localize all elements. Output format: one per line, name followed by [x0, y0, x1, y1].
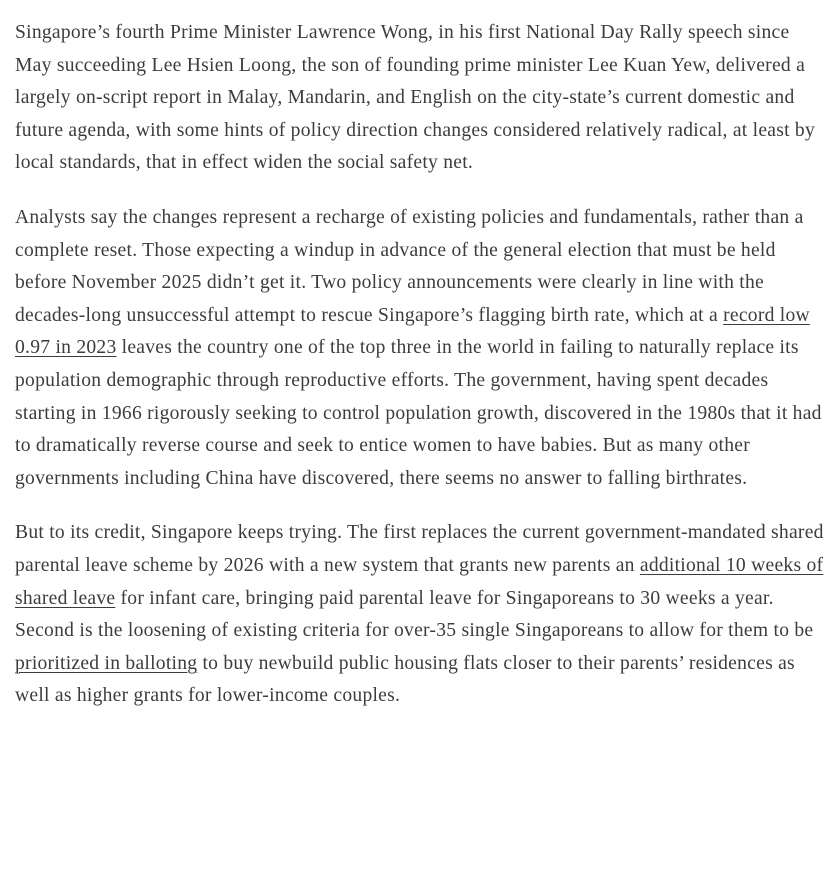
birth-rate-record-low-link[interactable]: record low 0.97 in 2023: [15, 304, 810, 359]
paragraph-3-text-part-3: to buy newbuild public housing flats closer to their parents’ residences as well as higher grants for lower-income couples.: [15, 652, 795, 707]
paragraph-2-text-after-link: leaves the country one of the top three in the world in failing to naturally replace its population demographic through reproductive efforts. The government, having spent decades starting in 1966 rigorously seeking to control population growth, discovered in the 1980s that it had to dramatically reverse course and seek to entice women to have babies. But as many other governments including China have discovered, there seems no answer to falling birthrates.: [15, 337, 822, 489]
prioritized-balloting-link[interactable]: prioritized in balloting: [15, 652, 198, 674]
paragraph-3: [15, 517, 831, 713]
shared-leave-link[interactable]: additional 10 weeks of shared leave: [15, 554, 824, 609]
paragraph-1: [15, 17, 831, 180]
paragraph-2-text-before-link: Analysts say the changes represent a recharge of existing policies and fundamentals, rather than a complete reset. Those expecting a windup in advance of the general election that must be held before November 2025 didn’t get it. Two policy announcements were clearly in line with the decades-long unsuccessful attempt to rescue Singapore’s flagging birth rate, which at a: [15, 206, 804, 326]
paragraph-1-text: Singapore’s fourth Prime Minister Lawrence Wong, in his first National Day Rally speech since May succeeding Lee Hsien Loong, the son of founding prime minister Lee Kuan Yew, delivered a largely on-script report in Malay, Mandarin, and English on the city-state’s current domestic and future agenda, with some hints of policy direction changes considered relatively radical, at least by local standards, that in effect widen the social safety net.: [15, 22, 816, 174]
paragraph-3-text-part-2: for infant care, bringing paid parental leave for Singaporeans to 30 weeks a year. Second is the loosening of existing criteria for over-35 single Singaporeans to allow for them to be: [15, 587, 814, 642]
paragraph-3-text-part-1: But to its credit, Singapore keeps trying. The first replaces the current government-mandated shared parental leave scheme by 2026 with a new system that grants new parents an: [15, 522, 824, 576]
paragraph-2: [15, 202, 831, 495]
